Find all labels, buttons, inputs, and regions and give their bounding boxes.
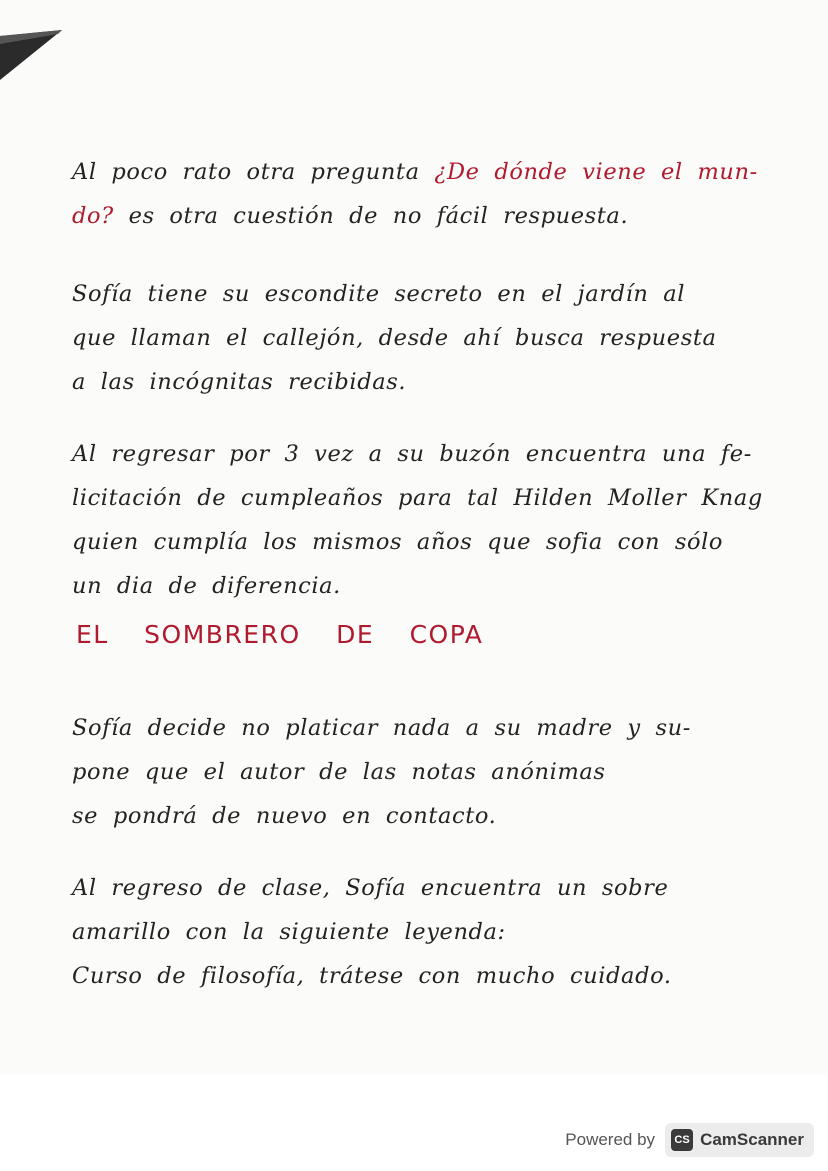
powered-by-label: Powered by xyxy=(565,1130,656,1149)
paragraph-4 xyxy=(72,706,762,838)
question-highlight: do? xyxy=(72,203,114,229)
camscanner-badge xyxy=(665,1123,814,1157)
question-highlight: ¿De dónde viene el mun- xyxy=(434,159,758,185)
text-line: amarillo con la siguiente leyenda: xyxy=(72,919,506,945)
text-line xyxy=(72,194,762,238)
text-line: Curso de filosofía, trátese con mucho cuidado. xyxy=(72,963,672,989)
text-line: Al regreso de clase, Sofía encuentra un sobre xyxy=(72,875,669,901)
text-line: se pondrá de nuevo en contacto. xyxy=(72,803,497,829)
text-run: es otra cuestión de no fácil respuesta. xyxy=(113,203,629,229)
camscanner-watermark xyxy=(565,1122,814,1158)
text-line: a las incógnitas recibidas. xyxy=(72,369,407,395)
paragraph-1 xyxy=(72,150,762,238)
page-corner-shadow xyxy=(0,0,70,80)
text-run: Al poco rato otra pregunta xyxy=(72,159,435,185)
text-line: que llaman el callejón, desde ahí busca respuesta xyxy=(72,325,717,351)
text-line: Sofía tiene su escondite secreto en el jardín al xyxy=(72,281,686,307)
text-line: un dia de diferencia. xyxy=(72,573,341,599)
text-line: quien cumplía los mismos años que sofia con sólo xyxy=(72,529,724,555)
text-line: licitación de cumpleaños para tal Hilden Moller Knag xyxy=(72,485,763,511)
camscanner-brand: CamScanner xyxy=(700,1130,804,1149)
text-line xyxy=(72,150,762,194)
paragraph-5 xyxy=(72,866,762,998)
paragraph-2 xyxy=(72,272,762,404)
section-heading: EL SOMBRERO DE COPA xyxy=(76,620,484,649)
text-line: Sofía decide no platicar nada a su madre y su- xyxy=(72,715,691,741)
paragraph-3 xyxy=(72,432,762,608)
camscanner-logo-icon: CS xyxy=(671,1129,693,1151)
text-line: Al regresar por 3 vez a su buzón encuentra una fe- xyxy=(72,441,752,467)
text-line: pone que el autor de las notas anónimas xyxy=(72,759,606,785)
